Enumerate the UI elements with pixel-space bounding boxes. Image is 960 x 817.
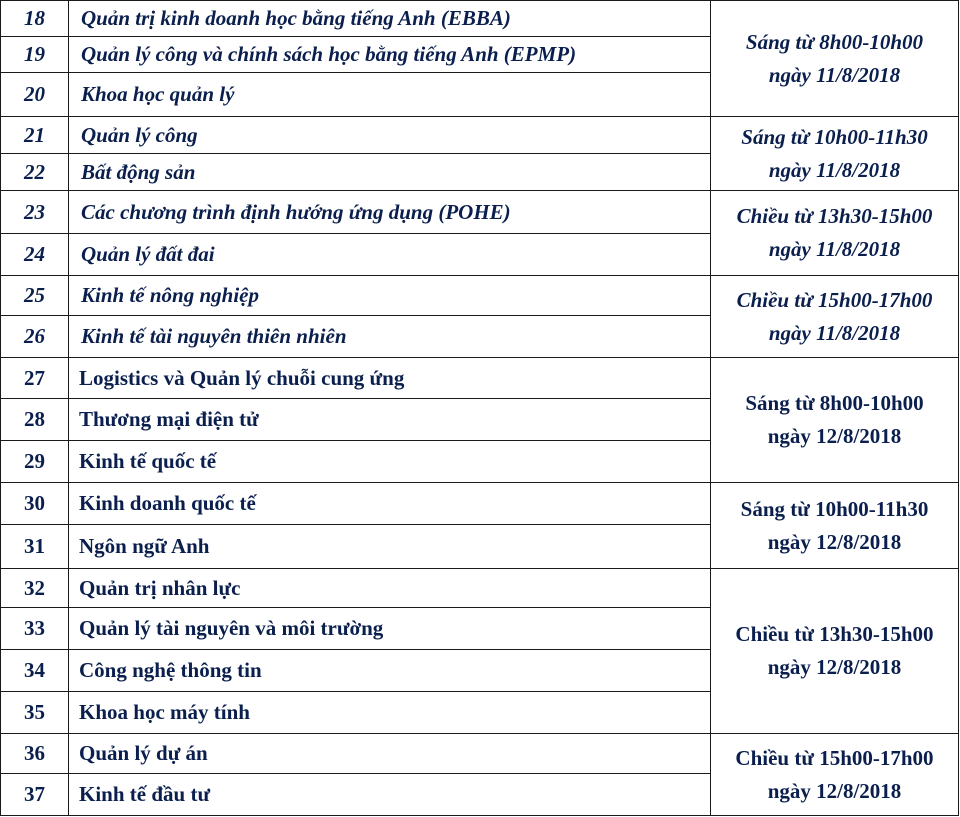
program-name: Khoa học quản lý [69, 73, 711, 117]
row-number: 36 [1, 734, 69, 774]
row-number: 22 [1, 154, 69, 191]
program-name: Quản lý công và chính sách học bằng tiếng Anh (EPMP) [69, 37, 711, 73]
row-number: 35 [1, 692, 69, 734]
slot-time: Chiều từ 15h00-17h00 [735, 745, 934, 770]
table-row [1, 569, 959, 608]
slot-date: ngày 11/8/2018 [768, 237, 901, 261]
exam-time-slot [711, 483, 959, 569]
row-number: 20 [1, 73, 69, 117]
exam-time-slot [711, 276, 959, 358]
program-name: Bất động sản [69, 154, 711, 191]
slot-time: Chiều từ 13h30-15h00 [735, 622, 934, 647]
program-name: Công nghệ thông tin [69, 650, 711, 692]
row-number: 27 [1, 358, 69, 399]
program-name: Ngôn ngữ Anh [69, 525, 711, 569]
program-name: Kinh tế quốc tế [69, 441, 711, 483]
slot-time: Sáng từ 8h00-10h00 [745, 29, 924, 54]
program-name: Thương mại điện tử [69, 399, 711, 441]
table-row [1, 191, 959, 234]
program-name: Quản lý dự án [69, 734, 711, 774]
slot-time: Chiều từ 15h00-17h00 [736, 287, 933, 312]
row-number: 31 [1, 525, 69, 569]
slot-date: ngày 12/8/2018 [767, 529, 902, 554]
program-name: Quản trị kinh doanh học bằng tiếng Anh (EBBA) [69, 1, 711, 37]
program-name: Khoa học máy tính [69, 692, 711, 734]
slot-date: ngày 12/8/2018 [767, 778, 902, 803]
slot-date: ngày 11/8/2018 [768, 157, 901, 182]
program-name: Quản lý tài nguyên và môi trường [69, 608, 711, 650]
row-number: 33 [1, 608, 69, 650]
row-number: 37 [1, 774, 69, 816]
slot-date: ngày 11/8/2018 [768, 62, 901, 87]
slot-time: Sáng từ 8h00-10h00 [745, 391, 924, 416]
table-row [1, 276, 959, 316]
row-number: 21 [1, 117, 69, 154]
row-number: 30 [1, 483, 69, 525]
row-number: 23 [1, 191, 69, 234]
row-number: 26 [1, 316, 69, 358]
exam-time-slot [711, 191, 959, 276]
slot-date: ngày 12/8/2018 [767, 655, 902, 679]
row-number: 24 [1, 234, 69, 276]
program-name: Kinh tế nông nghiệp [69, 276, 711, 316]
table-row [1, 734, 959, 774]
table-row [1, 1, 959, 37]
row-number: 19 [1, 37, 69, 73]
program-name: Quản trị nhân lực [69, 569, 711, 608]
row-number: 32 [1, 569, 69, 608]
row-number: 28 [1, 399, 69, 441]
program-name: Logistics và Quản lý chuỗi cung ứng [69, 358, 711, 399]
slot-time: Sáng từ 10h00-11h30 [740, 496, 929, 521]
exam-time-slot [711, 1, 959, 117]
row-number: 34 [1, 650, 69, 692]
slot-date: ngày 11/8/2018 [768, 320, 901, 345]
slot-time: Sáng từ 10h00-11h30 [741, 124, 928, 149]
program-name: Kinh doanh quốc tế [69, 483, 711, 525]
row-number: 25 [1, 276, 69, 316]
row-number: 18 [1, 1, 69, 37]
exam-time-slot [711, 117, 959, 191]
table-row [1, 483, 959, 525]
exam-time-slot [711, 569, 959, 734]
slot-date: ngày 12/8/2018 [767, 424, 902, 448]
table-row [1, 117, 959, 154]
program-name: Các chương trình định hướng ứng dụng (POHE) [69, 191, 711, 234]
row-number: 29 [1, 441, 69, 483]
program-name: Kinh tế tài nguyên thiên nhiên [69, 316, 711, 358]
slot-time: Chiều từ 13h30-15h00 [736, 204, 933, 229]
program-name: Quản lý đất đai [69, 234, 711, 276]
program-name: Quản lý công [69, 117, 711, 154]
table-row [1, 358, 959, 399]
program-name: Kinh tế đầu tư [69, 774, 711, 816]
exam-time-slot [711, 734, 959, 816]
exam-time-slot [711, 358, 959, 483]
